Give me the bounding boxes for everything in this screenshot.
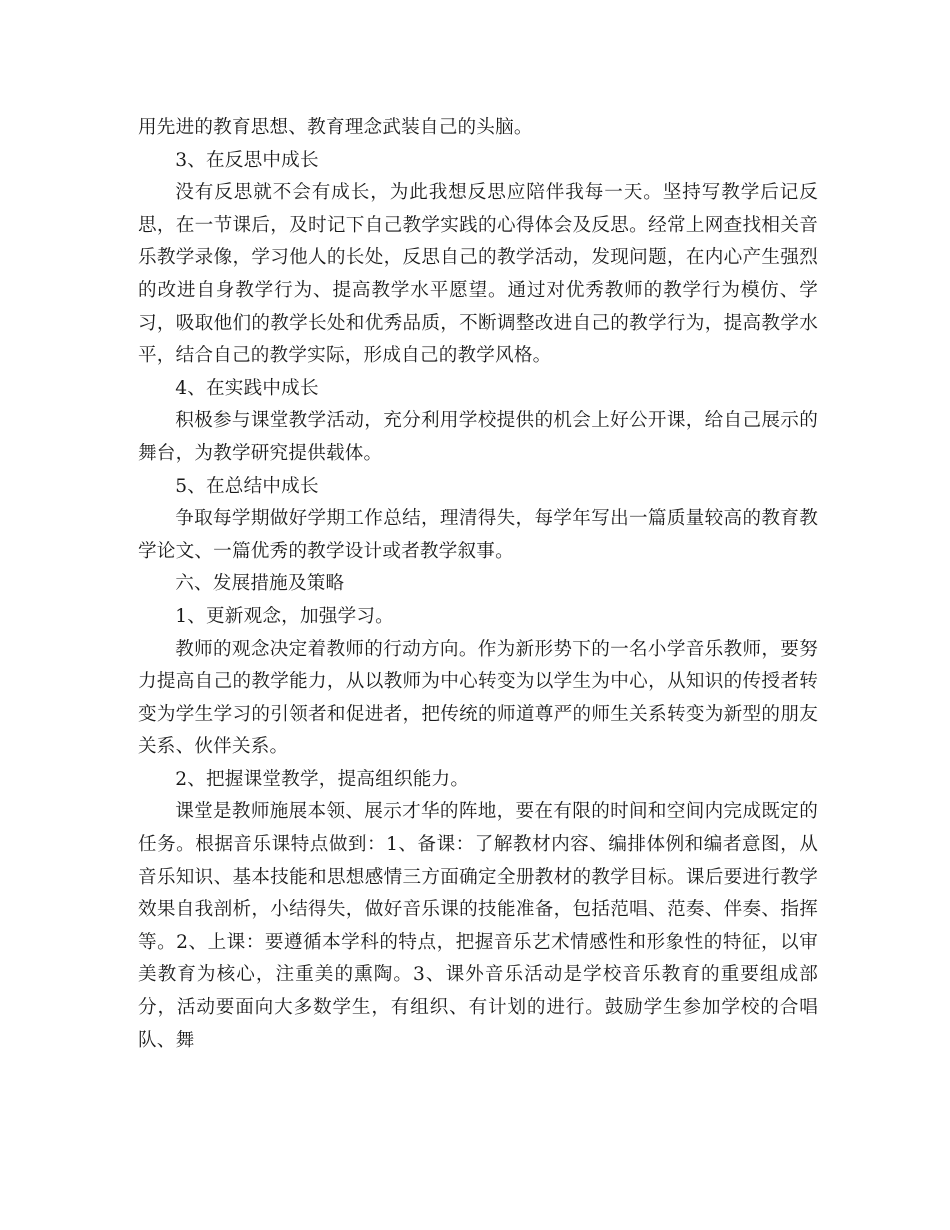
heading-practice-growth: 4、在实践中成长 xyxy=(175,377,319,399)
paragraph-classroom: 课堂是教师施展本领、展示才华的阵地，要在有限的时间和空间内完成既定的任务。根据音乐课特点做到：1、备课：了解教材内容、编排体例和编者意图，从音乐知识、基本技能和思想感情三方面确定全册教材的教学目标。课后要进行教学效果自我剖析，小结得失，做好音乐课的技能准备，包括范唱、范奏、伴奏、指挥等。2、上课：要遵循本学科的特点，把握音乐艺术情感性和形象性的特征，以审美教育为核心，注重美的熏陶。3、课外音乐活动是学校音乐教育的重要组成部分，活动要面向大多数学生，有组织、有计划的进行。鼓励学生参加学校的合唱队、舞 xyxy=(138,801,818,1051)
heading-reflection-growth: 3、在反思中成长 xyxy=(175,149,319,171)
paragraph-concepts: 教师的观念决定着教师的行动方向。作为新形势下的一名小学音乐教师，要努力提高自己的教学能力，从以教师为中心转变为以学生为中心，从知识的传授者转变为学生学习的引领者和促进者，把传统的师道尊严的师生关系转变为新型的朋友关系、伙伴关系。 xyxy=(138,638,818,758)
paragraph-summary: 争取每学期做好学期工作总结，理清得失，每学年写出一篇质量较高的教育教学论文、一篇优秀的教学设计或者教学叙事。 xyxy=(138,508,818,562)
paragraph-intro: 用先进的教育思想、教育理念武装自己的头脑。 xyxy=(138,117,533,138)
heading-update-concepts: 1、更新观念，加强学习。 xyxy=(175,605,394,627)
paragraph-practice: 积极参与课堂教学活动，充分利用学校提供的机会上好公开课，给自己展示的舞台，为教学研究提供载体。 xyxy=(138,410,818,464)
document-body xyxy=(138,112,818,1057)
paragraph-reflection: 没有反思就不会有成长，为此我想反思应陪伴我每一天。坚持写教学后记反思，在一节课后，及时记下自己教学实践的心得体会及反思。经常上网查找相关音乐教学录像，学习他人的长处，反思自己的教学活动，发现问题，在内心产生强烈的改进自身教学行为、提高教学水平愿望。通过对优秀教师的教学行为模仿、学习，吸取他们的教学长处和优秀品质，不断调整改进自己的教学行为，提高教学水平，结合自己的教学实际，形成自己的教学风格。 xyxy=(138,182,818,367)
heading-summary-growth: 5、在总结中成长 xyxy=(175,475,319,497)
heading-measures-strategies: 六、发展措施及策略 xyxy=(175,573,345,595)
heading-classroom-teaching: 2、把握课堂教学，提高组织能力。 xyxy=(175,768,470,790)
